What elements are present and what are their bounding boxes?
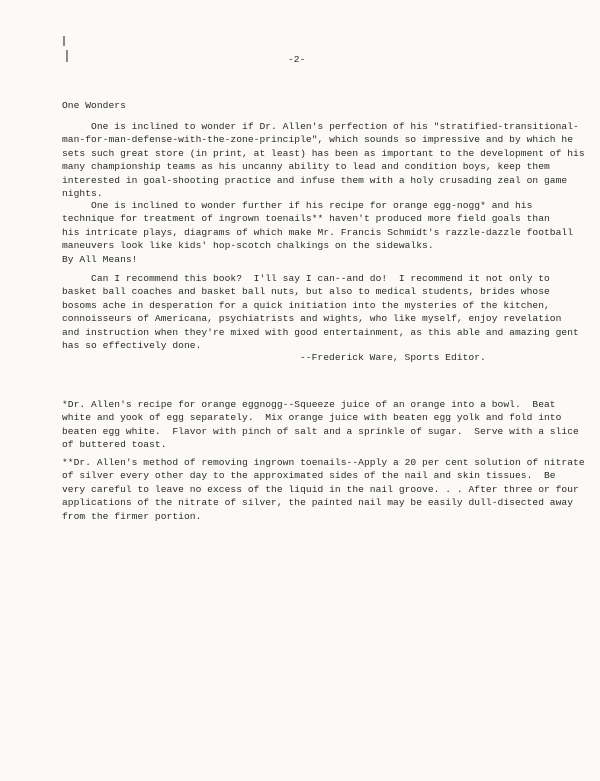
footnote: **Dr. Allen's method of removing ingrown toenails--Apply a 20 per cent solution of nitrate of silver every other day to the approximated sides of the nail and skin tissues. Be very careful to leave no excess of the liquid in the nail groove. . . After three or four applications of the nitrate of silver, the painted nail may be easily dull-disected away from the firmer portion. xyxy=(62,457,585,522)
paragraph: One is inclined to wonder further if his recipe for orange egg-nogg* and his technique for treatment of ingrown toenails** haven't produced more field goals than his intricate plays, diagrams of which make Mr. Francis Schmidt's razzle-dazzle football maneuvers look like kids' hop-scotch chalkings on the sidewalks. xyxy=(62,200,574,252)
section-heading-one-wonders: One Wonders xyxy=(62,100,126,111)
margin-mark xyxy=(63,36,65,46)
paragraph: Can I recommend this book? I'll say I can--and do! I recommend it not only to basket ball coaches and basket ball nuts, but also to medical students, brides whose bosoms ache in desperation for a quick initiation into the mysteries of the kitchen, connoisseurs of Americana, psychiatrists and wights, who like myself, enjoy revelation and instruction when they're mixed with good entertainment, as this able and amazing gent has so effectively done. xyxy=(62,273,579,352)
section-heading-by-all-means: By All Means! xyxy=(62,254,138,265)
margin-mark xyxy=(66,50,68,62)
paragraph: One is inclined to wonder if Dr. Allen's perfection of his "stratified-transitional- man-for-man-defense-with-the-zone-principle", which sounds so impressive and by which he sets such great store (in print, at least) has been as important to the development of his many championship teams as his uncanny ability to lead and condition boys, keep them interested in goal-shooting practice and infuse them with a holy crusading zeal on game nights. xyxy=(62,121,585,200)
signature: --Frederick Ware, Sports Editor. xyxy=(300,352,486,363)
footnote: *Dr. Allen's recipe for orange eggnogg--Squeeze juice of an orange into a bowl. Beat white and yook of egg separately. Mix orange juice with beaten egg yolk and fold into beaten egg white. Flavor with pinch of salt and a sprinkle of sugar. Serve with a slice of buttered toast. xyxy=(62,399,579,451)
page-number: -2- xyxy=(288,54,306,65)
